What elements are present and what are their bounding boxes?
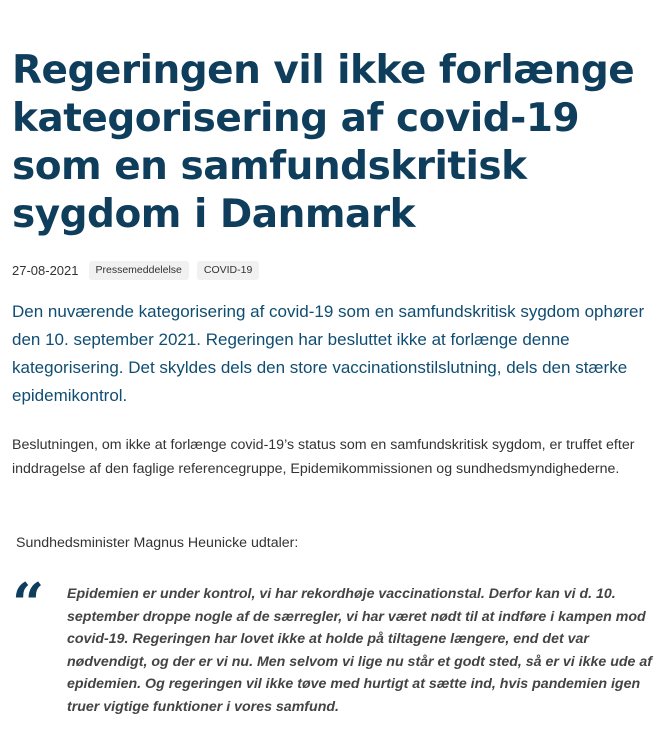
tag-pressemeddelelse[interactable]: Pressemeddelelse xyxy=(89,261,189,280)
article-body-paragraph: Beslutningen, om ikke at forlænge covid-19’s status som en samfundskritisk sygdom, er truffet efter inddragelse af den faglige referencegruppe, Epidemikommissionen og sundhedsmyndighederne. xyxy=(12,437,635,477)
publish-date: 27-08-2021 xyxy=(12,263,79,278)
quote-icon: “ xyxy=(12,571,45,637)
article-meta xyxy=(12,261,259,280)
article-lead: Den nuværende kategorisering af covid-19 som en samfundskritisk sygdom ophører den 10. september 2021. Regeringen har besluttet ikke at forlænge denne kategorisering. Det skyldes dels den store vaccinationstilslutning, dels den stærke epidemikontrol. xyxy=(12,302,645,405)
article-title: Regeringen vil ikke forlænge kategorisering af covid-19 som en samfundskritisk sygdom i Danmark xyxy=(12,48,635,237)
minister-quote: Epidemien er under kontrol, vi har rekordhøje vaccinationstal. Derfor kan vi d. 10. september droppe nogle af de særregler, vi har været nødt til at indføre i kampen mod covid-19. Regeringen har lovet ikke at holde på tiltagene længere, end det var nødvendigt, og der er vi nu. Men selvom vi lige nu står et godt sted, så er vi ikke ude af epidemien. Og regeringen vil ikke tøve med hurtigt at sætte ind, hvis pandemien igen truer vigtige funktioner i vores samfund. xyxy=(67,586,652,715)
tag-covid-19[interactable]: COVID-19 xyxy=(197,261,259,280)
minister-intro: Sundhedsminister Magnus Heunicke udtaler: xyxy=(16,535,299,551)
